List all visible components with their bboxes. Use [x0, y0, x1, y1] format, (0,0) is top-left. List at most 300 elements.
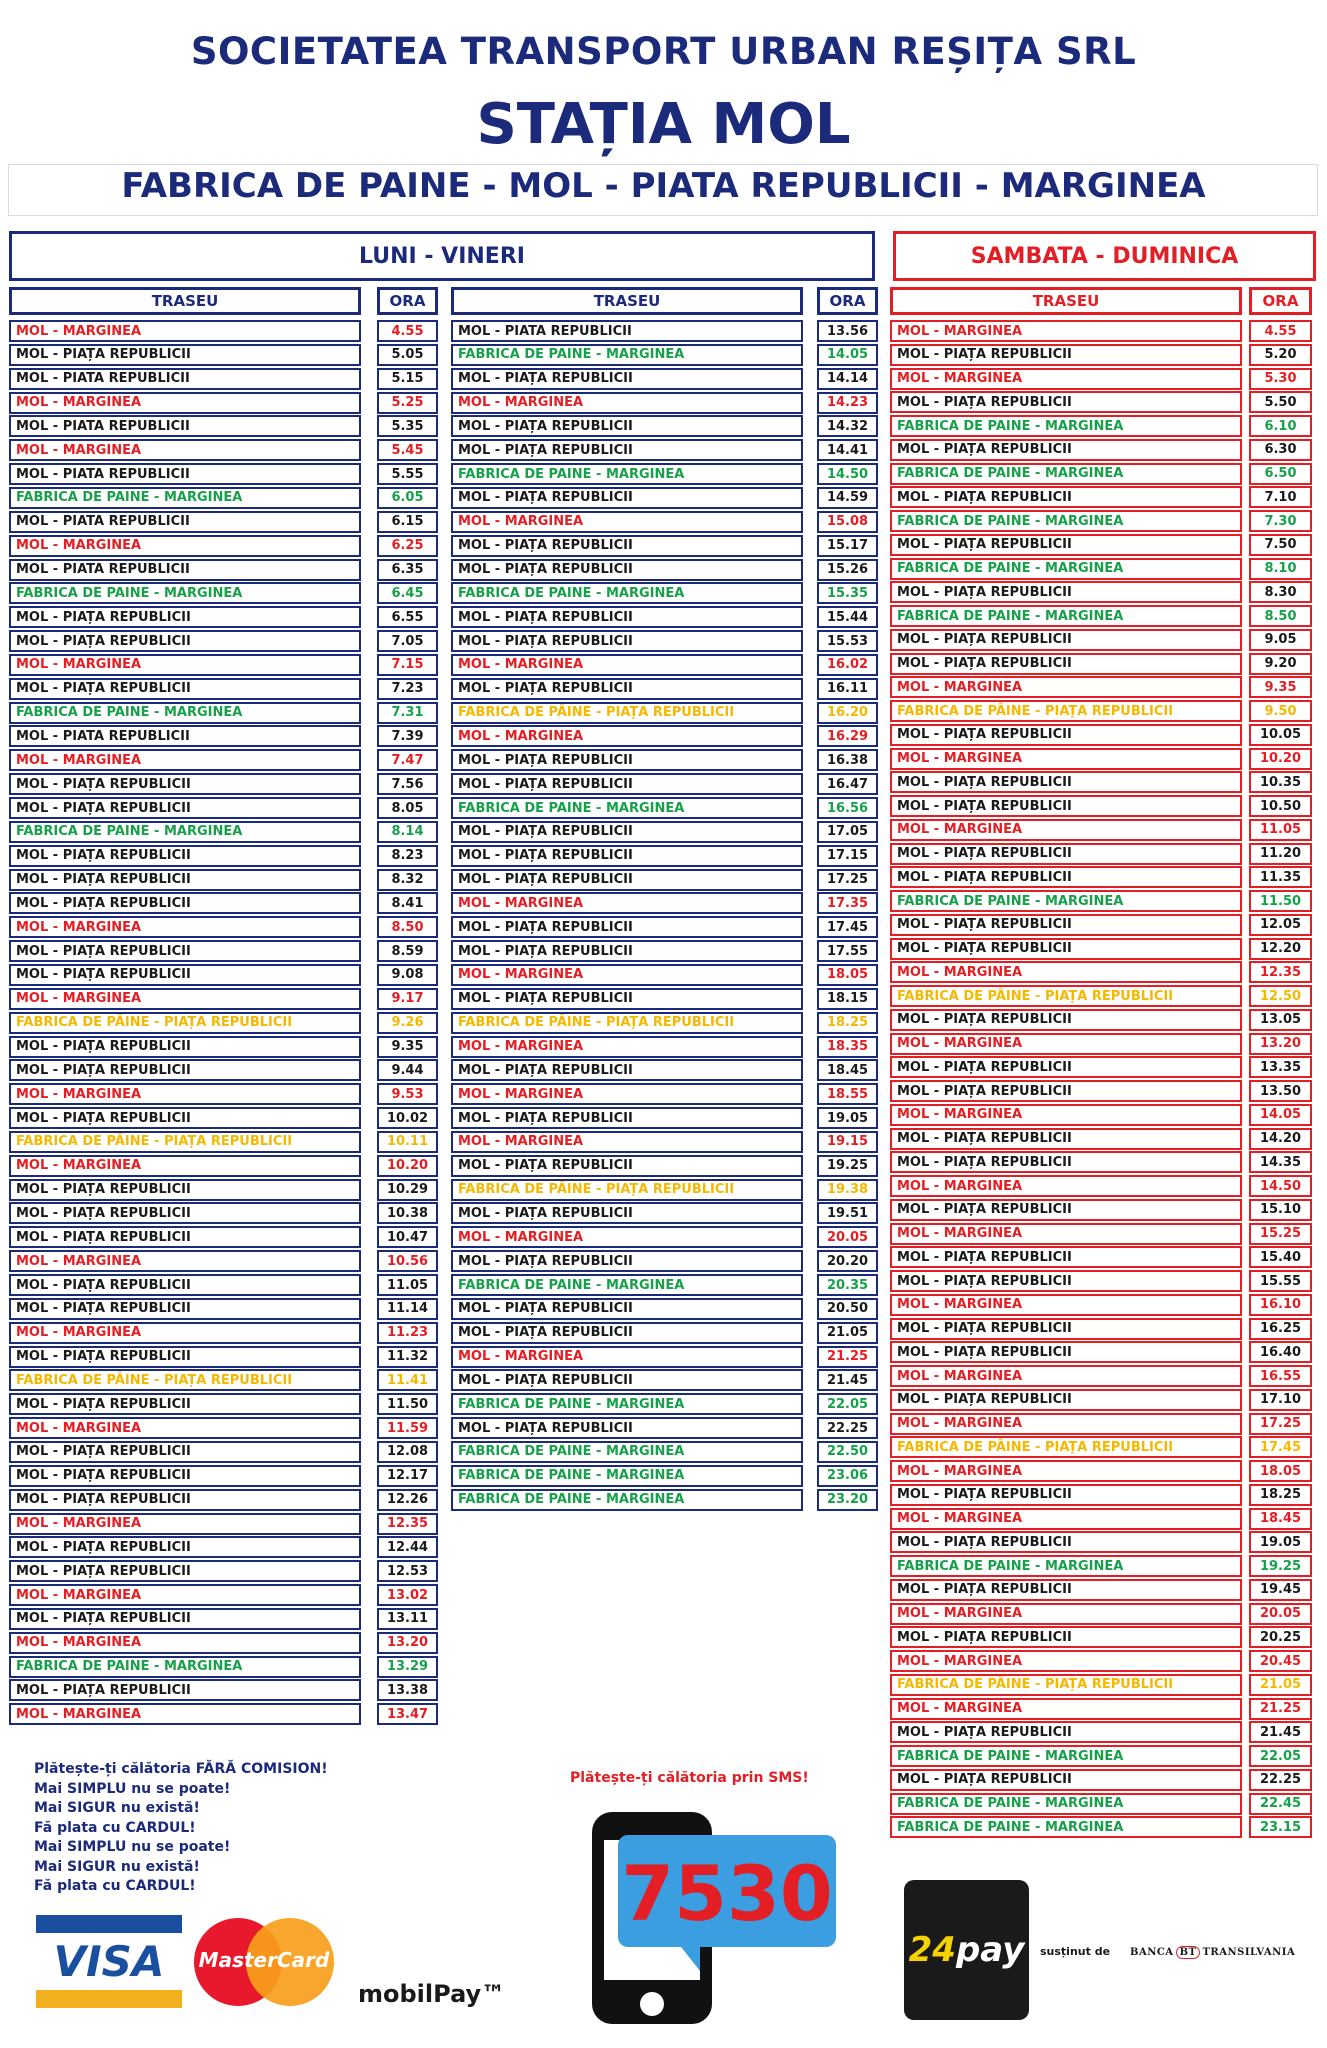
route-cell: MOL - PIAȚA REPUBLICII — [9, 964, 361, 986]
time-cell: 21.45 — [1249, 1721, 1312, 1743]
route-cell: MOL - PIAȚA REPUBLICII — [451, 1298, 803, 1320]
time-cell: 14.23 — [817, 392, 878, 414]
route-cell: MOL - MARGINEA — [890, 748, 1242, 770]
time-cell: 14.41 — [817, 439, 878, 461]
time-cell: 15.26 — [817, 559, 878, 581]
route-cell: MOL - PIAȚA REPUBLICII — [890, 1484, 1242, 1506]
time-cell: 10.38 — [377, 1202, 438, 1224]
route-cell: MOL - PIAȚA REPUBLICII — [451, 1155, 803, 1177]
time-cell: 5.05 — [377, 344, 438, 366]
mastercard-logo: MasterCard — [194, 1918, 334, 2006]
time-cell: 8.32 — [377, 869, 438, 891]
route-cell: FABRICA DE PAINE - MARGINEA — [451, 797, 803, 819]
route-cell: MOL - PIAȚA REPUBLICII — [451, 1059, 803, 1081]
time-cell: 18.35 — [817, 1036, 878, 1058]
route-cell: MOL - PIAȚA REPUBLICII — [9, 1393, 361, 1415]
time-cell: 19.15 — [817, 1131, 878, 1153]
time-cell: 17.25 — [817, 869, 878, 891]
time-cell: 11.35 — [1249, 866, 1312, 888]
time-cell: 17.25 — [1249, 1413, 1312, 1435]
route-cell: MOL - MARGINEA — [890, 961, 1242, 983]
time-cell: 20.05 — [1249, 1603, 1312, 1625]
route-cell: MOL - MARGINEA — [890, 1104, 1242, 1126]
route-cell: MOL - MARGINEA — [9, 1703, 361, 1725]
route-cell: MOL - MARGINEA — [451, 1346, 803, 1368]
mobilpay-logo: mobilPay™ — [358, 1980, 506, 2008]
time-cell: 12.53 — [377, 1560, 438, 1582]
route-cell: FABRICA DE PÂINE - PIAȚA REPUBLICII — [451, 1179, 803, 1201]
route-cell: MOL - PIAȚA REPUBLICII — [890, 1318, 1242, 1340]
time-cell: 22.45 — [1249, 1793, 1312, 1815]
route-cell: MOL - PIAȚA REPUBLICII — [9, 869, 361, 891]
time-cell: 21.45 — [817, 1369, 878, 1391]
route-cell: MOL - PIAȚA REPUBLICII — [451, 821, 803, 843]
route-cell: MOL - PIAȚA REPUBLICII — [9, 1107, 361, 1129]
time-cell: 14.20 — [1249, 1128, 1312, 1150]
route-cell: FABRICA DE PAINE - MARGINEA — [890, 1816, 1242, 1838]
route-cell: MOL - PIAȚA REPUBLICII — [9, 1202, 361, 1224]
time-cell: 12.17 — [377, 1465, 438, 1487]
sms-payment-text: Plătește-ți călătoria prin SMS! — [570, 1770, 809, 1786]
route-cell: MOL - PIAȚA REPUBLICII — [9, 1679, 361, 1701]
route-cell: MOL - PIAȚA REPUBLICII — [451, 916, 803, 938]
time-cell: 15.55 — [1249, 1270, 1312, 1292]
route-cell: MOL - MARGINEA — [9, 916, 361, 938]
route-cell: MOL - MARGINEA — [9, 1083, 361, 1105]
ora-header-2: ORA — [817, 287, 878, 315]
time-cell: 10.05 — [1249, 724, 1312, 746]
route-cell: MOL - PIAȚA REPUBLICII — [890, 1128, 1242, 1150]
route-cell: MOL - PIAȚA REPUBLICII — [9, 845, 361, 867]
time-cell: 15.35 — [817, 582, 878, 604]
route-cell: MOL - PIAȚA REPUBLICII — [451, 368, 803, 390]
route-cell: MOL - PIAȚA REPUBLICII — [890, 1151, 1242, 1173]
time-cell: 19.05 — [1249, 1531, 1312, 1553]
time-cell: 6.10 — [1249, 415, 1312, 437]
route-cell: MOL - PIAȚA REPUBLICII — [451, 439, 803, 461]
time-cell: 9.20 — [1249, 653, 1312, 675]
route-cell: MOL - PIAȚA REPUBLICII — [451, 630, 803, 652]
route-cell: MOL - PIAȚA REPUBLICII — [890, 914, 1242, 936]
time-cell: 5.50 — [1249, 391, 1312, 413]
route-cell: MOL - PIAȚA REPUBLICII — [9, 1536, 361, 1558]
company-title: SOCIETATEA TRANSPORT URBAN REȘIȚA SRL — [190, 30, 1137, 73]
route-cell: FABRICA DE PAINE - MARGINEA — [9, 702, 361, 724]
route-cell: MOL - MARGINEA — [451, 1131, 803, 1153]
time-cell: 6.30 — [1249, 439, 1312, 461]
time-cell: 18.25 — [817, 1012, 878, 1034]
route-cell: MOL - MARGINEA — [451, 1083, 803, 1105]
route-cell: FABRICA DE PAINE - MARGINEA — [451, 1274, 803, 1296]
time-cell: 8.23 — [377, 845, 438, 867]
traseu-header-3: TRASEU — [890, 287, 1242, 315]
route-cell: MOL - PIAȚA REPUBLICII — [451, 415, 803, 437]
time-cell: 7.10 — [1249, 486, 1312, 508]
route-cell: MOL - MARGINEA — [9, 1417, 361, 1439]
route-cell: MOL - PIAȚA REPUBLICII — [9, 892, 361, 914]
time-cell: 23.20 — [817, 1489, 878, 1511]
time-cell: 5.45 — [377, 439, 438, 461]
time-cell: 19.25 — [1249, 1555, 1312, 1577]
time-cell: 12.26 — [377, 1489, 438, 1511]
time-cell: 19.05 — [817, 1107, 878, 1129]
time-cell: 13.20 — [377, 1632, 438, 1654]
banca-transilvania-logo: BANCA BT TRANSILVANIA — [1130, 1947, 1296, 1958]
route-cell: MOL - PIAȚA REPUBLICII — [451, 1107, 803, 1129]
time-cell: 10.50 — [1249, 795, 1312, 817]
time-cell: 19.38 — [817, 1179, 878, 1201]
route-cell: MOL - PIAȚA REPUBLICII — [451, 988, 803, 1010]
route-cell: MOL - PIAȚA REPUBLICII — [890, 1080, 1242, 1102]
time-cell: 9.17 — [377, 988, 438, 1010]
time-cell: 9.35 — [1249, 676, 1312, 698]
route-cell: FABRICA DE PAINE - MARGINEA — [9, 487, 361, 509]
route-cell: FABRICA DE PAINE - MARGINEA — [451, 1489, 803, 1511]
time-cell: 14.32 — [817, 415, 878, 437]
time-cell: 5.35 — [377, 415, 438, 437]
payment-line: Mai SIMPLU nu se poate! — [34, 1839, 231, 1855]
time-cell: 15.08 — [817, 511, 878, 533]
time-cell: 8.50 — [377, 916, 438, 938]
route-cell: MOL - MARGINEA — [9, 1632, 361, 1654]
route-cell: MOL - PIAȚA REPUBLICII — [890, 439, 1242, 461]
route-cell: MOL - PIAȚA REPUBLICII — [451, 1369, 803, 1391]
time-cell: 12.35 — [377, 1513, 438, 1535]
time-cell: 6.15 — [377, 511, 438, 533]
route-cell: MOL - PIAȚA REPUBLICII — [9, 1036, 361, 1058]
time-cell: 22.25 — [817, 1417, 878, 1439]
route-cell: MOL - MARGINEA — [890, 1650, 1242, 1672]
time-cell: 7.30 — [1249, 510, 1312, 532]
route-cell: MOL - MARGINEA — [9, 1513, 361, 1535]
time-cell: 7.23 — [377, 678, 438, 700]
time-cell: 18.25 — [1249, 1484, 1312, 1506]
time-cell: 20.35 — [817, 1274, 878, 1296]
time-cell: 11.05 — [1249, 819, 1312, 841]
route-cell: MOL - PIAȚA REPUBLICII — [890, 1579, 1242, 1601]
24pay-logo: 24 pay — [904, 1880, 1029, 2020]
time-cell: 17.10 — [1249, 1389, 1312, 1411]
time-cell: 5.55 — [377, 463, 438, 485]
payment-line: Plătește-ți călătoria FĂRĂ COMISION! — [34, 1761, 328, 1777]
visa-logo: VISA — [36, 1915, 182, 2008]
station-title: STAȚIA MOL — [476, 92, 851, 157]
time-cell: 15.17 — [817, 535, 878, 557]
time-cell: 6.05 — [377, 487, 438, 509]
route-cell: MOL - MARGINEA — [451, 1226, 803, 1248]
time-cell: 6.55 — [377, 606, 438, 628]
traseu-header-1: TRASEU — [9, 287, 361, 315]
payment-line: Mai SIGUR nu există! — [34, 1800, 200, 1816]
route-cell: MOL - MARGINEA — [451, 725, 803, 747]
time-cell: 21.05 — [1249, 1674, 1312, 1696]
time-cell: 5.20 — [1249, 344, 1312, 366]
route-cell: MOL - PIATA REPUBLICII — [9, 559, 361, 581]
route-cell: MOL - PIAȚA REPUBLICII — [9, 797, 361, 819]
route-cell: MOL - MARGINEA — [9, 1155, 361, 1177]
route-cell: FABRICA DE PAINE - MARGINEA — [890, 1745, 1242, 1767]
time-cell: 13.47 — [377, 1703, 438, 1725]
time-cell: 19.25 — [817, 1155, 878, 1177]
time-cell: 17.35 — [817, 892, 878, 914]
time-cell: 15.44 — [817, 606, 878, 628]
time-cell: 7.39 — [377, 725, 438, 747]
route-cell: MOL - PIAȚA REPUBLICII — [890, 724, 1242, 746]
route-cell: MOL - PIAȚA REPUBLICII — [451, 1322, 803, 1344]
time-cell: 14.59 — [817, 487, 878, 509]
time-cell: 23.15 — [1249, 1816, 1312, 1838]
route-cell: MOL - PIAȚA REPUBLICII — [890, 1626, 1242, 1648]
route-cell: MOL - PIAȚA REPUBLICII — [9, 1560, 361, 1582]
route-cell: MOL - PIAȚA REPUBLICII — [890, 866, 1242, 888]
time-cell: 10.29 — [377, 1179, 438, 1201]
time-cell: 14.35 — [1249, 1151, 1312, 1173]
route-cell: MOL - PIAȚA REPUBLICII — [9, 1346, 361, 1368]
time-cell: 15.40 — [1249, 1246, 1312, 1268]
time-cell: 16.47 — [817, 773, 878, 795]
route-cell: MOL - PIAȚA REPUBLICII — [9, 344, 361, 366]
time-cell: 21.25 — [1249, 1698, 1312, 1720]
route-cell: MOL - PIAȚA REPUBLICII — [890, 391, 1242, 413]
route-cell: MOL - PIAȚA REPUBLICII — [890, 1009, 1242, 1031]
route-cell: MOL - MARGINEA — [890, 1698, 1242, 1720]
route-cell: MOL - MARGINEA — [890, 1508, 1242, 1530]
route-cell: MOL - PIAȚA REPUBLICII — [9, 1179, 361, 1201]
route-cell: MOL - PIAȚA REPUBLICII — [451, 773, 803, 795]
route-cell: MOL - MARGINEA — [890, 1175, 1242, 1197]
route-cell: MOL - PIAȚA REPUBLICII — [451, 869, 803, 891]
route-cell: FABRICA DE PAINE - MARGINEA — [890, 1793, 1242, 1815]
time-cell: 11.50 — [1249, 890, 1312, 912]
time-cell: 7.15 — [377, 654, 438, 676]
route-cell: MOL - PIAȚA REPUBLICII — [9, 773, 361, 795]
route-cell: MOL - MARGINEA — [451, 392, 803, 414]
route-cell: MOL - MARGINEA — [9, 988, 361, 1010]
route-cell: MOL - PIAȚA REPUBLICII — [890, 1531, 1242, 1553]
time-cell: 8.50 — [1249, 605, 1312, 627]
time-cell: 7.56 — [377, 773, 438, 795]
time-cell: 16.29 — [817, 725, 878, 747]
time-cell: 14.05 — [1249, 1104, 1312, 1126]
route-cell: MOL - PIAȚA REPUBLICII — [890, 1341, 1242, 1363]
time-cell: 4.55 — [1249, 320, 1312, 342]
time-cell: 11.20 — [1249, 843, 1312, 865]
route-cell: MOL - PIAȚA REPUBLICII — [890, 486, 1242, 508]
route-cell: FABRICA DE PÂINE - PIAȚA REPUBLICII — [890, 1674, 1242, 1696]
time-cell: 7.31 — [377, 702, 438, 724]
route-cell: FABRICA DE PÂINE - PIAȚA REPUBLICII — [451, 702, 803, 724]
time-cell: 10.20 — [377, 1155, 438, 1177]
time-cell: 18.45 — [817, 1059, 878, 1081]
time-cell: 6.50 — [1249, 463, 1312, 485]
time-cell: 8.14 — [377, 821, 438, 843]
route-cell: MOL - PIATA REPUBLICII — [9, 368, 361, 390]
route-cell: MOL - PIAȚA REPUBLICII — [9, 1298, 361, 1320]
route-cell: MOL - PIAȚA REPUBLICII — [9, 1489, 361, 1511]
time-cell: 16.02 — [817, 654, 878, 676]
route-cell: MOL - PIAȚA REPUBLICII — [890, 1199, 1242, 1221]
time-cell: 11.05 — [377, 1274, 438, 1296]
route-cell: MOL - PIAȚA REPUBLICII — [451, 678, 803, 700]
route-cell: MOL - PIAȚA REPUBLICII — [451, 535, 803, 557]
route-cell: FABRICA DE PAINE - MARGINEA — [451, 582, 803, 604]
route-cell: MOL - PIAȚA REPUBLICII — [890, 534, 1242, 556]
route-cell: MOL - MARGINEA — [890, 320, 1242, 342]
route-cell: MOL - PIATA REPUBLICII — [9, 725, 361, 747]
route-cell: FABRICA DE PÂINE - PIAȚA REPUBLICII — [890, 985, 1242, 1007]
route-cell: FABRICA DE PÂINE - PIAȚA REPUBLICII — [9, 1369, 361, 1391]
route-cell: FABRICA DE PAINE - MARGINEA — [9, 582, 361, 604]
time-cell: 22.25 — [1249, 1769, 1312, 1791]
route-cell: FABRICA DE PÂINE - PIAȚA REPUBLICII — [890, 1436, 1242, 1458]
time-cell: 7.47 — [377, 749, 438, 771]
route-cell: MOL - MARGINEA — [9, 535, 361, 557]
route-cell: MOL - PIAȚA REPUBLICII — [451, 606, 803, 628]
route-cell: MOL - MARGINEA — [890, 1033, 1242, 1055]
route-cell: FABRICA DE PAINE - MARGINEA — [451, 344, 803, 366]
route-cell: MOL - PIAȚA REPUBLICII — [890, 629, 1242, 651]
route-cell: MOL - MARGINEA — [9, 392, 361, 414]
route-cell: MOL - PIAȚA REPUBLICII — [9, 1465, 361, 1487]
payment-line: Mai SIGUR nu există! — [34, 1858, 200, 1875]
time-cell: 11.50 — [377, 1393, 438, 1415]
time-cell: 13.11 — [377, 1608, 438, 1630]
weekday-panel-title: LUNI - VINERI — [9, 231, 875, 281]
route-cell: MOL - MARGINEA — [890, 368, 1242, 390]
time-cell: 10.02 — [377, 1107, 438, 1129]
time-cell: 20.50 — [817, 1298, 878, 1320]
time-cell: 16.25 — [1249, 1318, 1312, 1340]
route-cell: MOL - MARGINEA — [890, 1413, 1242, 1435]
route-cell: MOL - PIAȚA REPUBLICII — [890, 1389, 1242, 1411]
time-cell: 8.59 — [377, 940, 438, 962]
route-cell: MOL - PIAȚA REPUBLICII — [451, 1417, 803, 1439]
time-cell: 15.53 — [817, 630, 878, 652]
time-cell: 22.05 — [1249, 1745, 1312, 1767]
time-cell: 12.50 — [1249, 985, 1312, 1007]
route-cell: MOL - MARGINEA — [890, 819, 1242, 841]
time-cell: 18.55 — [817, 1083, 878, 1105]
time-cell: 12.35 — [1249, 961, 1312, 983]
ora-header-1: ORA — [377, 287, 438, 315]
time-cell: 6.45 — [377, 582, 438, 604]
route-cell: FABRICA DE PAINE - MARGINEA — [9, 821, 361, 843]
route-cell: MOL - MARGINEA — [890, 1223, 1242, 1245]
time-cell: 6.25 — [377, 535, 438, 557]
route-cell: MOL - PIATA REPUBLICII — [451, 320, 803, 342]
route-cell: MOL - PIAȚA REPUBLICII — [9, 1441, 361, 1463]
time-cell: 18.45 — [1249, 1508, 1312, 1530]
route-cell: MOL - PIATA REPUBLICII — [9, 463, 361, 485]
time-cell: 21.05 — [817, 1322, 878, 1344]
route-cell: MOL - MARGINEA — [890, 1603, 1242, 1625]
sms-number-bubble: 7530 — [618, 1835, 836, 1947]
route-cell: FABRICA DE PÂINE - PIAȚA REPUBLICII — [451, 1012, 803, 1034]
time-cell: 11.41 — [377, 1369, 438, 1391]
route-cell: MOL - PIAȚA REPUBLICII — [451, 559, 803, 581]
route-cell: FABRICA DE PAINE - MARGINEA — [890, 510, 1242, 532]
time-cell: 11.59 — [377, 1417, 438, 1439]
route-cell: MOL - PIAȚA REPUBLICII — [451, 749, 803, 771]
route-cell: MOL - PIAȚA REPUBLICII — [9, 1226, 361, 1248]
route-cell: MOL - MARGINEA — [9, 439, 361, 461]
time-cell: 16.11 — [817, 678, 878, 700]
time-cell: 19.51 — [817, 1202, 878, 1224]
route-cell: MOL - PIAȚA REPUBLICII — [890, 1270, 1242, 1292]
route-cell: FABRICA DE PAINE - MARGINEA — [890, 1555, 1242, 1577]
route-cell: FABRICA DE PAINE - MARGINEA — [9, 1656, 361, 1678]
time-cell: 16.56 — [817, 797, 878, 819]
time-cell: 12.20 — [1249, 938, 1312, 960]
route-cell: MOL - PIAȚA REPUBLICII — [451, 487, 803, 509]
time-cell: 13.50 — [1249, 1080, 1312, 1102]
route-cell: MOL - PIAȚA REPUBLICII — [9, 606, 361, 628]
time-cell: 18.15 — [817, 988, 878, 1010]
route-cell: MOL - PIAȚA REPUBLICII — [890, 1721, 1242, 1743]
time-cell: 14.14 — [817, 368, 878, 390]
route-cell: MOL - PIAȚA REPUBLICII — [9, 1059, 361, 1081]
time-cell: 13.35 — [1249, 1056, 1312, 1078]
time-cell: 4.55 — [377, 320, 438, 342]
time-cell: 22.05 — [817, 1393, 878, 1415]
time-cell: 17.15 — [817, 845, 878, 867]
time-cell: 9.26 — [377, 1012, 438, 1034]
route-cell: FABRICA DE PAINE - MARGINEA — [451, 463, 803, 485]
route-cell: MOL - PIAȚA REPUBLICII — [9, 630, 361, 652]
route-cell: FABRICA DE PAINE - MARGINEA — [890, 605, 1242, 627]
time-cell: 17.55 — [817, 940, 878, 962]
payment-line: Mai SIMPLU nu se poate! — [34, 1780, 231, 1797]
route-cell: FABRICA DE PAINE - MARGINEA — [890, 890, 1242, 912]
route-cell: MOL - PIAȚA REPUBLICII — [890, 581, 1242, 603]
time-cell: 7.50 — [1249, 534, 1312, 556]
route-cell: MOL - PIAȚA REPUBLICII — [451, 940, 803, 962]
time-cell: 11.14 — [377, 1298, 438, 1320]
route-cell: MOL - MARGINEA — [9, 1584, 361, 1606]
route-cell: MOL - PIAȚA REPUBLICII — [890, 843, 1242, 865]
route-cell: MOL - MARGINEA — [890, 676, 1242, 698]
time-cell: 17.05 — [817, 821, 878, 843]
time-cell: 17.45 — [817, 916, 878, 938]
route-cell: FABRICA DE PÂINE - PIAȚA REPUBLICII — [890, 700, 1242, 722]
route-cell: FABRICA DE PAINE - MARGINEA — [451, 1465, 803, 1487]
route-cell: FABRICA DE PAINE - MARGINEA — [890, 463, 1242, 485]
route-cell: MOL - PIAȚA REPUBLICII — [890, 1246, 1242, 1268]
route-cell: MOL - PIAȚA REPUBLICII — [890, 344, 1242, 366]
supported-by-text: susținut de — [1040, 1945, 1111, 1958]
time-cell: 12.08 — [377, 1441, 438, 1463]
time-cell: 16.20 — [817, 702, 878, 724]
time-cell: 13.05 — [1249, 1009, 1312, 1031]
traseu-header-2: TRASEU — [451, 287, 803, 315]
ora-header-3: ORA — [1249, 287, 1312, 315]
route-cell: MOL - PIAȚA REPUBLICII — [890, 1769, 1242, 1791]
time-cell: 13.29 — [377, 1656, 438, 1678]
route-cell: FABRICA DE PÂINE - PIAȚA REPUBLICII — [9, 1012, 361, 1034]
time-cell: 14.50 — [817, 463, 878, 485]
route-cell: MOL - MARGINEA — [890, 1294, 1242, 1316]
route-cell: MOL - MARGINEA — [451, 964, 803, 986]
time-cell: 20.45 — [1249, 1650, 1312, 1672]
route-title: FABRICA DE PAINE - MOL - PIATA REPUBLICII - MARGINEA — [121, 166, 1206, 206]
route-cell: MOL - PIATA REPUBLICII — [9, 511, 361, 533]
time-cell: 6.35 — [377, 559, 438, 581]
time-cell: 5.25 — [377, 392, 438, 414]
route-cell: MOL - MARGINEA — [9, 654, 361, 676]
route-cell: FABRICA DE PAINE - MARGINEA — [890, 558, 1242, 580]
time-cell: 16.40 — [1249, 1341, 1312, 1363]
payment-line: Fă plata cu CARDUL! — [34, 1878, 196, 1894]
